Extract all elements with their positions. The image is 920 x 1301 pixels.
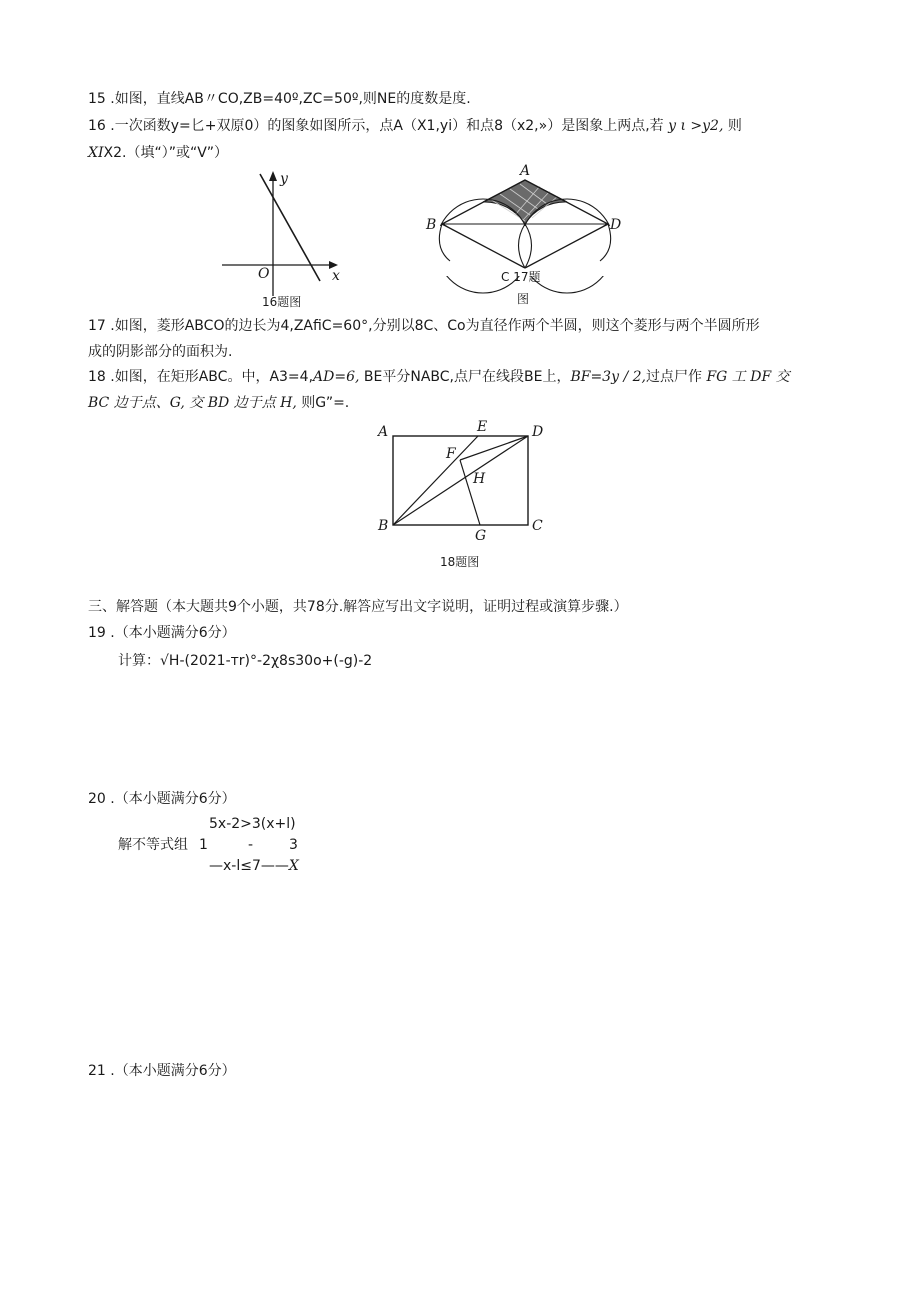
- question-16: [88, 117, 742, 135]
- y-axis-arrow: [269, 171, 277, 181]
- question-16-line-2: [88, 144, 228, 162]
- question-text: .如图，菱形ABCO的边长为4,ZAfiC=60°,分别以8C、Co为直径作两个半圆，则这个菱形与两个半圆所形: [110, 318, 760, 334]
- fraction-numerator-3: 3: [289, 837, 298, 853]
- question-text: .一次函数y=匕+双原0）的图象如图所示，点A（X1,yi）和点8（x2,»）是图象上两点,若: [110, 118, 664, 134]
- label-d: D: [610, 217, 622, 233]
- question-number: 18: [88, 369, 106, 385]
- question-math: AD=6,: [313, 369, 360, 385]
- label-c: C: [532, 518, 543, 534]
- question-math: FG 工 DF 交: [706, 369, 790, 385]
- label-origin: O: [258, 266, 270, 282]
- segment-be: [393, 436, 478, 525]
- fraction-dash: -: [248, 837, 254, 853]
- question-text: 则: [727, 118, 742, 134]
- caption-17-line-2: 图: [517, 292, 530, 306]
- diagonal-bd: [393, 436, 528, 525]
- question-21: [88, 1062, 236, 1080]
- question-text: .（本小题满分6分）: [110, 1063, 236, 1079]
- question-text: 过点尸作: [645, 369, 702, 385]
- question-text: BE平分NABC,点尸在线段BE上，: [363, 369, 571, 385]
- question-18-line-2: [88, 394, 349, 412]
- inequality-2: [209, 857, 299, 875]
- question-text: .如图，直线AB〃CO,ZB=40º,ZC=50º,则NE的度数是度.: [110, 91, 471, 107]
- label-d: D: [532, 424, 544, 440]
- label-e: E: [477, 419, 488, 435]
- inequality-prefix: [118, 836, 188, 854]
- question-math: BF=3y / 2,: [570, 369, 646, 385]
- section-title: [88, 598, 628, 616]
- question-18: [88, 368, 790, 386]
- question-math: BC 边于点、G, 交 BD 边于点 H,: [88, 395, 297, 411]
- question-number: 17: [88, 318, 106, 334]
- question-text: .如图，在矩形ABC。中，A3=4,: [110, 369, 314, 385]
- inequality-var: X: [288, 858, 299, 874]
- section-heading: 三、解答题（本大题共9个小题，共78分.解答应写出文字说明，证明过程或演算步骤.）: [88, 599, 628, 615]
- figure-17: [426, 163, 630, 273]
- question-number: 16: [88, 118, 106, 134]
- question-math: XI: [88, 145, 104, 161]
- question-19: [88, 624, 236, 642]
- label-h: H: [473, 471, 486, 487]
- question-17: [88, 317, 760, 335]
- question-text: .（本小题满分6分）: [110, 625, 236, 641]
- question-number: 21: [88, 1063, 106, 1079]
- question-text: 成的阴影部分的面积为.: [88, 344, 233, 360]
- question-text: X2.（填“）”或“V”）: [103, 145, 229, 161]
- caption-17-line-1: C 17题: [501, 270, 541, 284]
- question-text: .（本小题满分6分）: [110, 791, 236, 807]
- label-x: x: [332, 268, 340, 284]
- label-y: y: [280, 171, 288, 187]
- caption-18: 18题图: [440, 555, 480, 569]
- label-b: B: [378, 518, 389, 534]
- question-20: [88, 790, 236, 808]
- question-math: y ι >y2,: [668, 118, 724, 134]
- caption-16: 16题图: [262, 295, 302, 309]
- question-19-calc: [118, 652, 372, 670]
- question-17-line-2: [88, 343, 232, 361]
- label-a: A: [520, 163, 531, 179]
- label-b: B: [426, 217, 437, 233]
- segment-fd: [460, 436, 528, 460]
- label-f: F: [446, 446, 456, 462]
- calculation-expression: 计算：√H-(2021-тr)°-2χ8s30o+(-g)-2: [118, 653, 373, 669]
- question-number: 19: [88, 625, 106, 641]
- figure-18: [376, 418, 556, 544]
- question-number: 20: [88, 791, 106, 807]
- fraction-numerator-1: 1: [199, 837, 208, 853]
- question-15: [88, 90, 471, 108]
- prefix-text: 解不等式组: [118, 837, 188, 853]
- inequality-text: —x-l≤7——: [209, 858, 289, 874]
- figure-16: [218, 168, 348, 308]
- label-g: G: [475, 528, 487, 544]
- label-a: A: [378, 424, 389, 440]
- question-number: 15: [88, 91, 106, 107]
- inequality-1: 5x-2>3(x+l): [209, 816, 296, 832]
- question-text: 则G”=.: [301, 395, 350, 411]
